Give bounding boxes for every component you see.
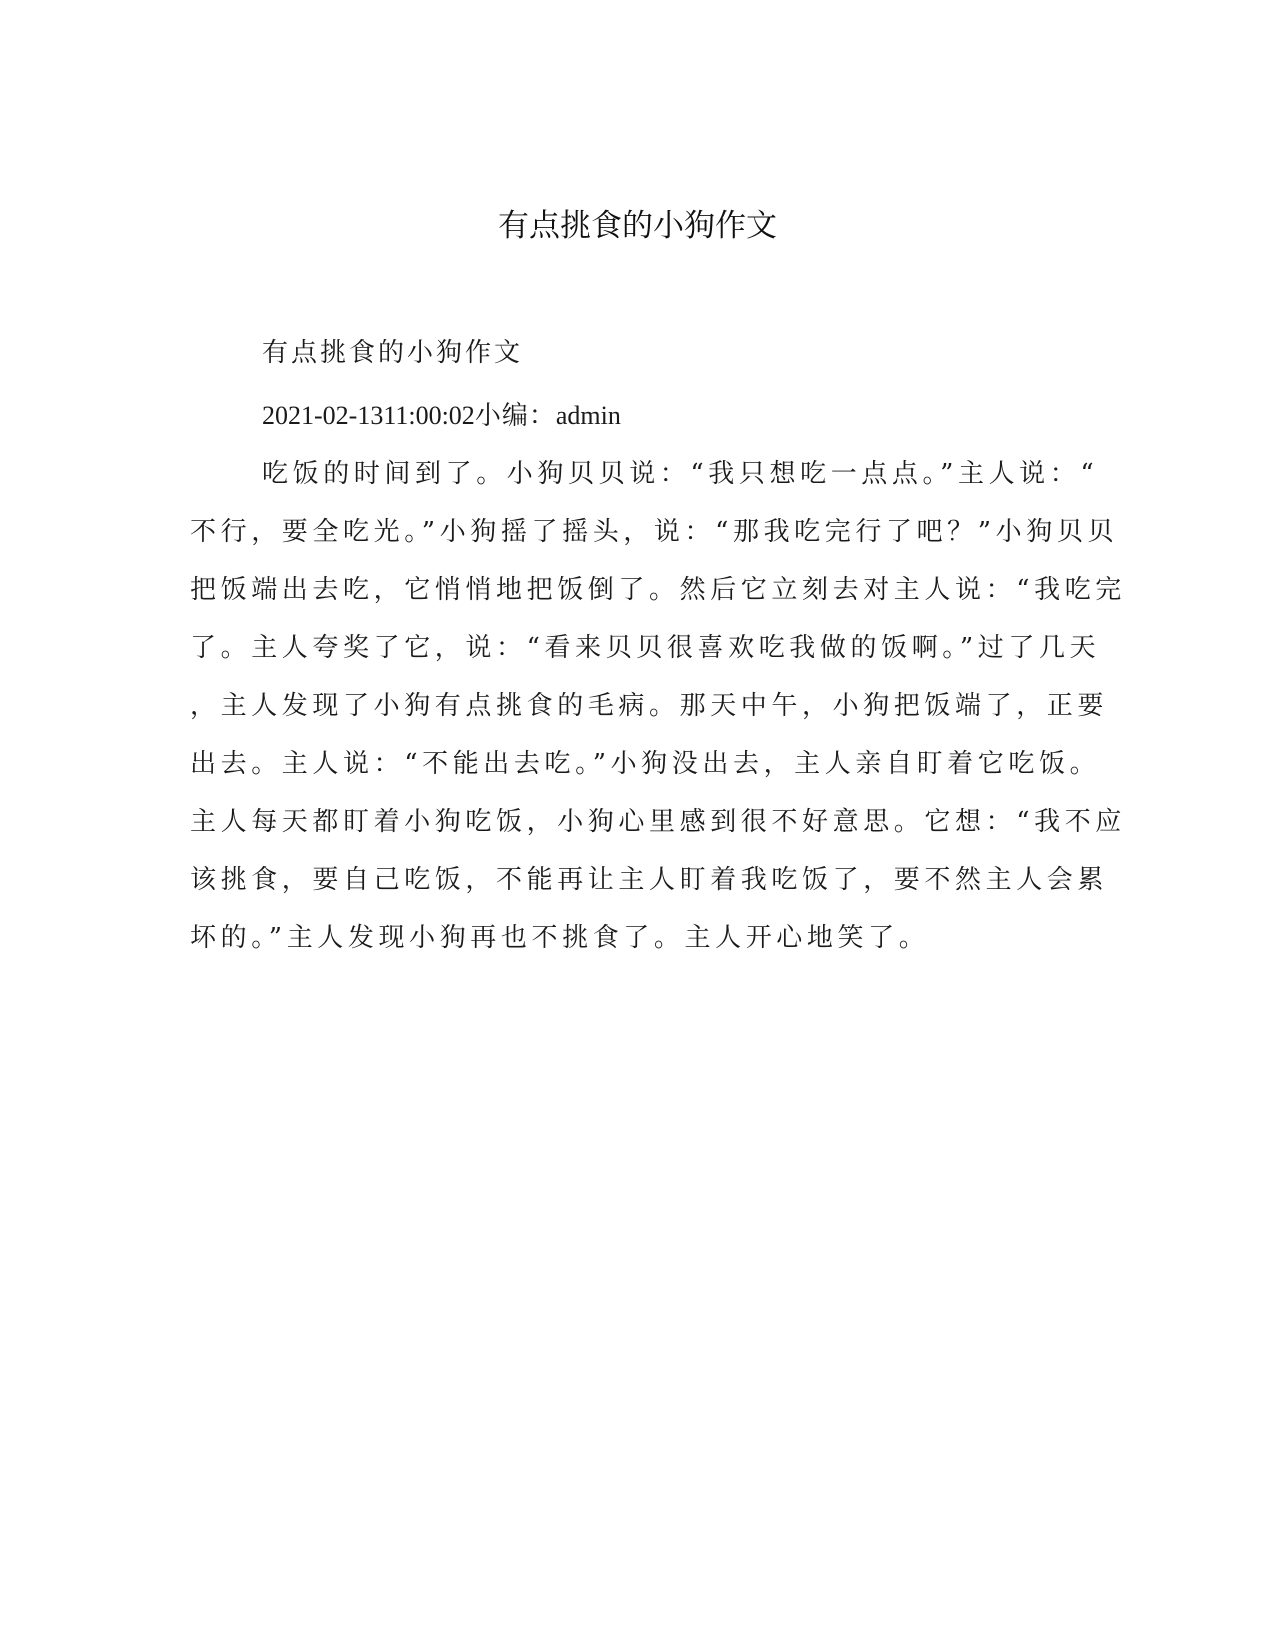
body-line: 坏的。”主人发现小狗再也不挑食了。主人开心地笑了。 bbox=[190, 923, 930, 953]
body-line: 该挑食，要自己吃饭，不能再让主人盯着我吃饭了，要不然主人会累 bbox=[190, 865, 1109, 895]
body-line: 吃饭的时间到了。小狗贝贝说：“我只想吃一点点。”主人说：“ bbox=[262, 459, 1099, 489]
body-line: 不行，要全吃光。”小狗摇了摇头，说：“那我吃完行了吧？”小狗贝贝 bbox=[190, 517, 1119, 547]
article-meta bbox=[262, 399, 621, 433]
document-title: 有点挑食的小狗作文 bbox=[498, 208, 777, 244]
editor-name: admin bbox=[555, 401, 621, 430]
body-line: 了。主人夸奖了它，说：“看来贝贝很喜欢吃我做的饭啊。”过了几天 bbox=[190, 633, 1101, 663]
body-line: 把饭端出去吃，它悄悄地把饭倒了。然后它立刻去对主人说：“我吃完 bbox=[190, 575, 1126, 605]
body-line: ，主人发现了小狗有点挑食的毛病。那天中午，小狗把饭端了，正要 bbox=[190, 691, 1109, 721]
editor-label: 小编： bbox=[474, 401, 556, 430]
publish-datetime: 2021-02-1311:00:02 bbox=[262, 401, 475, 430]
body-line: 出去。主人说：“不能出去吃。”小狗没出去，主人亲自盯着它吃饭。 bbox=[190, 749, 1101, 779]
article-subtitle: 有点挑食的小狗作文 bbox=[262, 338, 524, 368]
body-line: 主人每天都盯着小狗吃饭，小狗心里感到很不好意思。它想：“我不应 bbox=[190, 807, 1126, 837]
